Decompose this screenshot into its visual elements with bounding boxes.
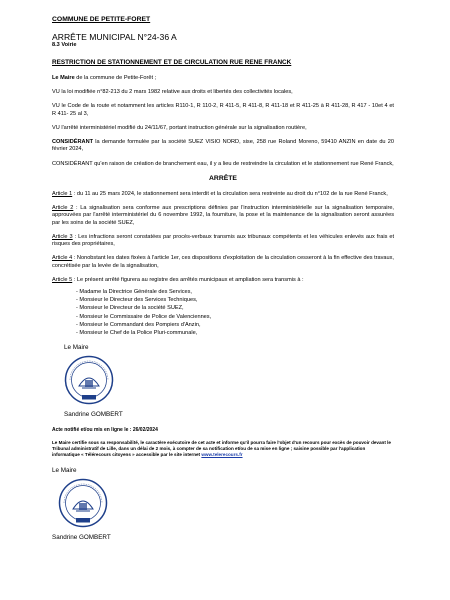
vu-paragraph-3: VU l'arrêté interministériel modifié du 24/11/67, portant instruction générale sur la signalisation routière, <box>52 124 307 131</box>
list-item: - Monsieur le Directeur des Services Techniques, <box>76 297 198 304</box>
signature-block <box>64 344 394 420</box>
signatory-name: Sandrine GOMBERT <box>64 411 123 419</box>
signature-title: Le Maire <box>64 343 89 351</box>
article-4 <box>52 255 394 270</box>
recipient-list <box>76 288 394 337</box>
vu-paragraph-1: VU la loi modifiée n°82-213 du 2 mars 1982 relative aux droits et libertés des collectivités locales, <box>52 89 293 96</box>
article-text: : Les infractions seront constatées par procès-verbaux transmis aux tribunaux compétents et les véhicules enlevés aux frais et risques des propriétaires, <box>52 233 394 248</box>
article-text: : Le présent arrêté figurera au registre des arrêtés municipaux et ampliation sera transmis à : <box>72 276 304 283</box>
signatory-name: Sandrine GOMBERT <box>52 533 111 541</box>
legal-notice-text: Le Maire certifie sous sa responsabilité, le caractère exécutoire de cet acte et informe qu'il pourra faire l'objet d'un recours pour excès de pouvoir devant le Tribunal administratif de Lille, dans un délai de 2 mois, à compter de sa notification et/ou de sa mise en ligne ; saisine possible par l'application informatique « Télérecours citoyens » accessible par le site internet <box>52 439 391 458</box>
article-text: : Nonobstant les dates fixées à l'article 1er, ces dispositions d'exploitation de la circulation cesseront à la fin effective des travaux, concrétisée par la levée de la signalisation, <box>52 255 394 269</box>
vu-paragraph-2: VU le Code de la route et notamment les articles R110-1, R 110-2, R 411-5, R 411-8, R 411-18 et R 411-25 à R 411-28, R 417 - 10et 4 et R 411- 25 al 3, <box>52 103 394 117</box>
article-label: Article 3 <box>52 233 73 240</box>
intro-paragraph <box>52 75 394 82</box>
mairie-seal-icon <box>58 478 108 528</box>
considerant-paragraph-1 <box>52 139 394 154</box>
list-item: - Monsieur le Directeur de la société SUEZ, <box>76 305 184 312</box>
telerecours-link[interactable]: www.telerecours.fr <box>201 452 243 458</box>
list-item: - Monsieur le Commissaire de Police de Valenciennes, <box>76 313 212 320</box>
considerant-paragraph-2: CONSIDÉRANT qu'en raison de création de branchement eau, il y a lieu de restreindre la circulation et le stationnement rue René Franck, <box>52 160 394 167</box>
arrete-heading: ARRÊTE <box>209 175 237 182</box>
maire-label: Le Maire <box>52 74 75 81</box>
article-5 <box>52 277 394 284</box>
article-label: Article 4 <box>52 255 73 262</box>
article-text: : La signalisation sera conforme aux prescriptions définies par l'instruction interministérielle sur la signalisation temporaire, approuvées par l'arrêté interministériel du 6 novembre 1992, la fourniture, la pose et la maintenance de la signalisation seront assurées par les soins de la société SUEZ, <box>52 205 394 226</box>
signature-block-2 <box>52 467 394 543</box>
arrete-number: ARRÊTE MUNICIPAL N°24-36 A <box>52 31 177 42</box>
list-item: - Monsieur le Chef de la Police Pluri-communale, <box>76 329 198 336</box>
article-label: Article 5 <box>52 276 73 283</box>
mairie-seal-icon <box>64 355 114 405</box>
article-text: : du 11 au 25 mars 2024, le stationnement sera interdit et la circulation sera restreinte au droit du n°102 de la rue René Franck, <box>72 190 388 197</box>
article-2 <box>52 205 394 227</box>
article-label: Article 1 <box>52 190 73 197</box>
posting-date: Acte notifié et/ou mis en ligne le : 26/02/2024 <box>52 427 158 434</box>
considerant-rest: la demande formulée par la société SUEZ VISIO NORD, sise, 258 rue Roland Moreno, 59410 ANZIN en date du 20 février 2024, <box>52 139 394 153</box>
maire-rest: de la commune de Petite-Forêt ; <box>74 74 157 81</box>
list-item: - Monsieur le Commandant des Pompiers d'Anzin, <box>76 321 201 328</box>
article-label: Article 2 <box>52 205 74 212</box>
document-title: RESTRICTION DE STATIONNEMENT ET DE CIRCULATION RUE RENE FRANCK <box>52 58 292 66</box>
article-1 <box>52 191 394 198</box>
article-3 <box>52 234 394 249</box>
commune-name: COMMUNE DE PETITE-FORET <box>52 16 151 23</box>
considerant-label: CONSIDÉRANT <box>52 139 94 146</box>
list-item: - Madame la Directrice Générale des Services, <box>76 289 192 296</box>
legal-notice <box>52 440 394 459</box>
signature-title: Le Maire <box>52 466 77 474</box>
voirie-category: 8.3 Voirie <box>52 42 77 49</box>
